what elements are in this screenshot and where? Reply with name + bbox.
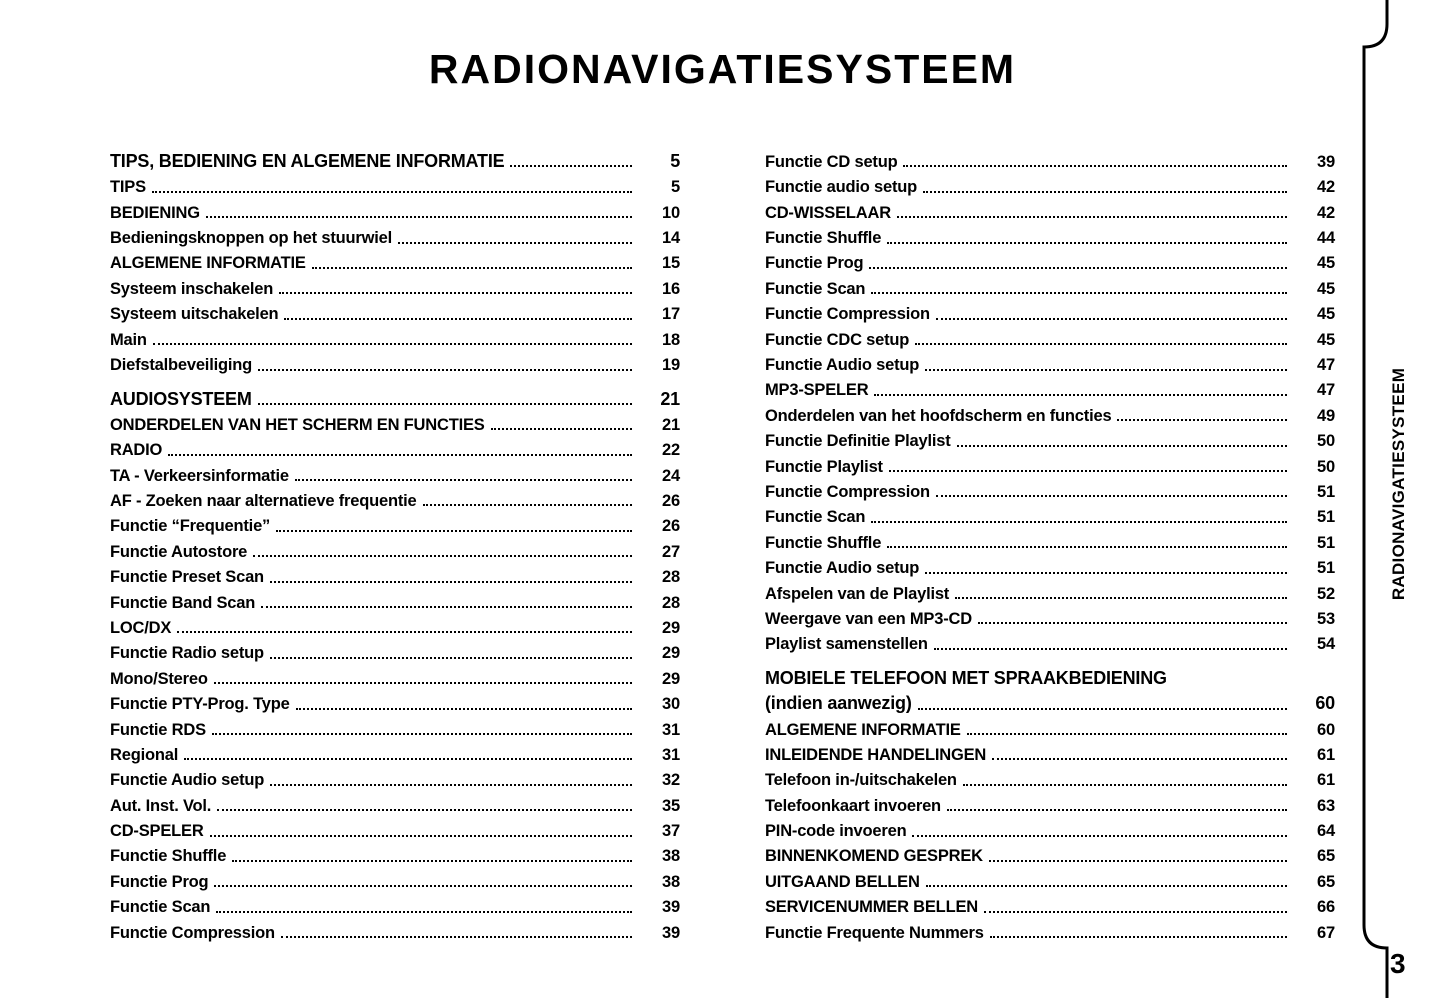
toc-row	[110, 714, 680, 739]
toc-entry-page: 29	[662, 618, 680, 637]
dotted-leader	[887, 242, 1287, 244]
dotted-leader	[284, 318, 632, 320]
toc-entry-page: 27	[662, 542, 680, 561]
toc-entry-page: 17	[662, 305, 680, 324]
toc-entry-page: 28	[662, 568, 680, 587]
dotted-leader	[918, 708, 1287, 710]
toc-entry-page: 30	[662, 695, 680, 714]
toc-entry-page: 63	[1317, 796, 1335, 815]
dotted-leader	[153, 343, 632, 345]
dotted-leader	[168, 454, 632, 456]
page-title: RADIONAVIGATIESYSTEEM	[428, 46, 1017, 92]
toc-entry-page: 39	[662, 923, 680, 942]
toc-row	[110, 841, 680, 866]
toc-row	[110, 384, 680, 409]
toc-entry-label: RADIO	[110, 441, 163, 460]
toc-entry-page: 47	[1317, 356, 1335, 375]
toc-row	[765, 476, 1335, 501]
toc-entry-label: CD-WISSELAAR	[765, 203, 891, 222]
toc-entry-label: Telefoonkaart invoeren	[765, 796, 941, 815]
toc-entry-page: 29	[662, 644, 680, 663]
toc-entry-label: TIPS, BEDIENING EN ALGEMENE INFORMATIE	[110, 151, 505, 172]
toc-entry-label: Functie CD setup	[765, 152, 898, 171]
dotted-leader	[989, 860, 1287, 862]
toc-row	[110, 764, 680, 789]
toc-entry-page: 19	[662, 356, 680, 375]
toc-row	[765, 298, 1335, 323]
toc-entry-page: 51	[1317, 533, 1335, 552]
toc-entry-page: 15	[662, 254, 680, 273]
toc-entry-page: 16	[662, 279, 680, 298]
toc-entry-label: Diefstalbeveiliging	[110, 356, 252, 375]
toc-entry-label: Functie audio setup	[765, 178, 918, 197]
toc-entry-page: 47	[1317, 381, 1335, 400]
toc-entry-page: 51	[1317, 483, 1335, 501]
dotted-leader	[978, 622, 1287, 624]
toc-row	[765, 146, 1335, 171]
toc-row	[765, 349, 1335, 374]
toc-entry-page: 45	[1317, 279, 1335, 298]
dotted-leader	[270, 581, 632, 583]
dotted-leader	[912, 835, 1287, 837]
dotted-leader	[258, 369, 632, 371]
toc-entry-label: INLEIDENDE HANDELINGEN	[765, 745, 987, 764]
dotted-leader	[423, 504, 632, 506]
toc-row	[110, 510, 680, 535]
toc-row	[110, 790, 680, 815]
toc-entry-label: AUDIOSYSTEEM	[110, 388, 252, 409]
toc-row	[765, 273, 1335, 298]
dotted-leader	[936, 318, 1287, 320]
dotted-leader	[152, 191, 632, 193]
toc-entry-page: 61	[1317, 771, 1335, 790]
dotted-leader	[261, 606, 632, 608]
toc-entry-page: 21	[660, 388, 680, 409]
toc-row	[110, 688, 680, 713]
dotted-leader	[253, 555, 632, 557]
toc-row	[765, 628, 1335, 653]
toc-row	[110, 561, 680, 586]
toc-entry-label: Functie PTY-Prog. Type	[110, 695, 290, 714]
toc-entry-label: Functie Compression	[110, 923, 275, 942]
toc-row	[765, 578, 1335, 603]
dotted-leader	[217, 809, 632, 811]
dotted-leader	[955, 597, 1287, 599]
toc-entry-page: 67	[1317, 923, 1335, 942]
dotted-leader	[312, 267, 632, 269]
dotted-leader	[915, 343, 1287, 345]
toc-entry-page: 39	[1317, 152, 1335, 171]
toc-row	[110, 146, 680, 171]
toc-row	[110, 349, 680, 374]
dotted-leader	[869, 267, 1287, 269]
toc-row	[765, 891, 1335, 916]
dotted-leader	[925, 369, 1287, 371]
dotted-leader	[210, 835, 632, 837]
toc-row	[765, 400, 1335, 425]
toc-entry-page: 42	[1317, 203, 1335, 222]
toc-entry-label: Functie Shuffle	[110, 847, 227, 866]
toc-entry-label: Systeem inschakelen	[110, 279, 274, 298]
toc-entry-page: 42	[1317, 178, 1335, 197]
toc-entry-label: MOBIELE TELEFOON MET SPRAAKBEDIENING	[765, 668, 1167, 689]
dotted-leader	[212, 733, 632, 735]
dotted-leader	[296, 708, 632, 710]
toc-row	[110, 298, 680, 323]
dotted-leader	[963, 784, 1287, 786]
toc-row	[765, 603, 1335, 628]
toc-entry-page: 10	[662, 203, 680, 222]
toc-entry-page: 64	[1317, 822, 1335, 841]
toc-entry-label: ALGEMENE INFORMATIE	[110, 254, 306, 273]
toc-entry-page: 51	[1317, 508, 1335, 527]
toc-entry-label: LOC/DX	[110, 618, 172, 637]
dotted-leader	[279, 292, 632, 294]
toc-entry-page: 24	[662, 466, 680, 485]
toc-entry-label: Afspelen van de Playlist	[765, 584, 950, 603]
toc-entry-page: 5	[670, 151, 680, 172]
toc-entry-label: Functie Prog	[765, 254, 864, 273]
toc-entry-label: Aut. Inst. Vol.	[110, 796, 212, 815]
dotted-leader	[232, 860, 632, 862]
toc-row	[765, 425, 1335, 450]
toc-entry-label: SERVICENUMMER BELLEN	[765, 898, 978, 917]
toc-entry-label: Functie Audio setup	[110, 771, 265, 790]
toc-entry-label: Functie Scan	[765, 279, 866, 298]
toc-entry-page: 26	[662, 492, 680, 510]
toc-entry-label: Regional	[110, 745, 179, 764]
toc-entry-label: TA - Verkeersinformatie	[110, 466, 289, 485]
toc-entry-page: 5	[671, 178, 680, 197]
dotted-leader	[871, 521, 1287, 523]
toc-row	[765, 739, 1335, 764]
dotted-leader	[923, 191, 1287, 193]
toc-entry-page: 38	[662, 847, 680, 866]
toc-entry-page: 14	[662, 229, 680, 248]
toc-entry-label: Main	[110, 330, 147, 349]
dotted-leader	[926, 885, 1287, 887]
dotted-leader	[270, 784, 632, 786]
table-of-contents	[110, 146, 1335, 942]
toc-entry-label: PIN-code invoeren	[765, 822, 907, 841]
chapter-tab-label: RADIONAVIGATIESYSTEEM	[1389, 367, 1408, 601]
dotted-leader	[276, 530, 632, 532]
toc-row	[765, 688, 1335, 713]
dotted-leader	[947, 809, 1287, 811]
dotted-leader	[992, 758, 1287, 760]
toc-entry-label: Functie “Frequentie”	[110, 517, 271, 536]
toc-entry-page: 65	[1317, 847, 1335, 866]
dotted-leader	[206, 216, 632, 218]
toc-row	[765, 375, 1335, 400]
toc-row	[765, 815, 1335, 840]
toc-entry-page: 29	[662, 669, 680, 688]
toc-entry-page: 39	[662, 898, 680, 917]
toc-entry-page: 50	[1317, 432, 1335, 451]
dotted-leader	[889, 470, 1287, 472]
toc-entry-label: CD-SPELER	[110, 822, 204, 841]
toc-entry-label: Functie Definitie Playlist	[765, 432, 951, 451]
toc-row	[110, 460, 680, 485]
toc-row	[110, 222, 680, 247]
toc-entry-label: AF - Zoeken naar alternatieve frequentie	[110, 492, 417, 510]
toc-entry-page: 49	[1317, 406, 1335, 425]
toc-entry-page: 31	[662, 745, 680, 764]
toc-row	[765, 451, 1335, 476]
dotted-leader	[177, 631, 632, 633]
toc-entry-label: UITGAAND BELLEN	[765, 872, 920, 891]
toc-entry-label: Systeem uitschakelen	[110, 305, 279, 324]
toc-row	[110, 917, 680, 942]
toc-entry-label: Functie Compression	[765, 305, 930, 324]
toc-row	[765, 663, 1335, 688]
toc-column-left	[110, 146, 680, 942]
toc-row	[765, 714, 1335, 739]
toc-entry-page: 26	[662, 517, 680, 536]
dotted-leader	[295, 479, 632, 481]
toc-entry-page: 45	[1317, 254, 1335, 273]
toc-entry-page: 28	[662, 593, 680, 612]
dotted-leader	[925, 572, 1287, 574]
dotted-leader	[871, 292, 1287, 294]
toc-entry-page: 45	[1317, 330, 1335, 349]
toc-row	[765, 197, 1335, 222]
dotted-leader	[990, 936, 1287, 938]
toc-row	[110, 637, 680, 662]
dotted-leader	[214, 682, 632, 684]
toc-entry-label: Functie Compression	[765, 483, 930, 501]
toc-entry-page: 37	[662, 822, 680, 841]
toc-entry-label: TIPS	[110, 178, 146, 197]
toc-entry-page: 60	[1315, 693, 1335, 714]
dotted-leader	[184, 758, 632, 760]
dotted-leader	[887, 546, 1287, 548]
dotted-leader	[1117, 419, 1287, 421]
toc-entry-label: Functie Playlist	[765, 457, 883, 476]
toc-entry-label: Functie Frequente Nummers	[765, 923, 984, 942]
toc-row	[110, 536, 680, 561]
toc-entry-label: Mono/Stereo	[110, 669, 208, 688]
toc-entry-page: 45	[1317, 305, 1335, 324]
toc-row	[765, 552, 1335, 577]
toc-entry-label: Functie Shuffle	[765, 533, 882, 552]
toc-row	[765, 790, 1335, 815]
dotted-leader	[258, 403, 632, 405]
toc-row	[765, 764, 1335, 789]
toc-entry-page: 22	[662, 441, 680, 460]
toc-entry-label: Functie Autostore	[110, 542, 248, 561]
toc-entry-page: 54	[1317, 635, 1335, 654]
toc-row	[110, 866, 680, 891]
toc-row	[765, 324, 1335, 349]
toc-entry-page: 38	[662, 872, 680, 891]
toc-row	[110, 409, 680, 434]
toc-entry-page: 35	[662, 796, 680, 815]
dotted-leader	[897, 216, 1287, 218]
toc-entry-label: Functie Shuffle	[765, 229, 882, 248]
toc-entry-page: 51	[1317, 559, 1335, 578]
toc-entry-page: 52	[1317, 584, 1335, 603]
dotted-leader	[934, 648, 1287, 650]
toc-entry-label: Onderdelen van het hoofdscherm en functies	[765, 406, 1112, 425]
toc-row	[110, 434, 680, 459]
dotted-leader	[936, 495, 1287, 497]
toc-entry-label: Functie Scan	[110, 898, 211, 917]
toc-entry-page: 53	[1317, 609, 1335, 628]
toc-row	[110, 485, 680, 510]
toc-row	[110, 197, 680, 222]
dotted-leader	[903, 165, 1287, 167]
toc-entry-label: (indien aanwezig)	[765, 693, 912, 714]
toc-row	[765, 917, 1335, 942]
toc-row	[110, 587, 680, 612]
toc-entry-label: Functie CDC setup	[765, 330, 910, 349]
toc-entry-page: 32	[662, 771, 680, 790]
toc-entry-label: Functie Audio setup	[765, 559, 920, 578]
toc-row	[765, 841, 1335, 866]
toc-entry-label: Functie Band Scan	[110, 593, 256, 612]
toc-entry-label: Functie Radio setup	[110, 644, 264, 663]
toc-row	[110, 739, 680, 764]
dotted-leader	[281, 936, 632, 938]
dotted-leader	[984, 911, 1287, 913]
toc-entry-label: Functie RDS	[110, 720, 206, 739]
toc-entry-label: Functie Preset Scan	[110, 568, 264, 587]
toc-entry-label: ALGEMENE INFORMATIE	[765, 720, 961, 739]
dotted-leader	[398, 242, 632, 244]
dotted-leader	[216, 911, 632, 913]
toc-entry-page: 44	[1317, 229, 1335, 248]
toc-entry-page: 60	[1317, 720, 1335, 739]
toc-entry-page: 21	[662, 415, 680, 434]
toc-row	[110, 324, 680, 349]
toc-row	[110, 891, 680, 916]
dotted-leader	[510, 165, 632, 167]
toc-entry-label: Playlist samenstellen	[765, 635, 928, 654]
toc-entry-label: Functie Prog	[110, 872, 209, 891]
toc-entry-page: 61	[1317, 745, 1335, 764]
page-number: 3	[1390, 948, 1406, 979]
dotted-leader	[491, 428, 632, 430]
toc-entry-page: 66	[1317, 898, 1335, 917]
toc-entry-page: 31	[662, 720, 680, 739]
dotted-leader	[874, 394, 1287, 396]
toc-row	[110, 663, 680, 688]
toc-entry-label: ONDERDELEN VAN HET SCHERM EN FUNCTIES	[110, 415, 485, 434]
dotted-leader	[270, 657, 632, 659]
toc-row	[110, 171, 680, 196]
toc-row	[765, 171, 1335, 196]
toc-entry-page: 18	[662, 330, 680, 349]
toc-row	[765, 248, 1335, 273]
toc-column-right	[765, 146, 1335, 942]
toc-entry-label: BINNENKOMEND GESPREK	[765, 847, 983, 866]
toc-row	[110, 612, 680, 637]
toc-entry-label: MP3-SPELER	[765, 381, 869, 400]
dotted-leader	[957, 445, 1287, 447]
toc-entry-page: 65	[1317, 872, 1335, 891]
toc-entry-label: Weergave van een MP3-CD	[765, 609, 972, 628]
dotted-leader	[967, 733, 1287, 735]
toc-row	[110, 815, 680, 840]
toc-row	[765, 866, 1335, 891]
toc-row	[110, 273, 680, 298]
toc-entry-label: Telefoon in-/uitschakelen	[765, 771, 957, 790]
toc-row	[765, 527, 1335, 552]
toc-entry-label: Functie Scan	[765, 508, 866, 527]
toc-entry-label: Bedieningsknoppen op het stuurwiel	[110, 229, 392, 248]
toc-row	[110, 248, 680, 273]
toc-row	[765, 501, 1335, 526]
dotted-leader	[214, 885, 632, 887]
toc-entry-page: 50	[1317, 457, 1335, 476]
toc-row	[765, 222, 1335, 247]
toc-entry-label: Functie Audio setup	[765, 356, 920, 375]
toc-entry-label: BEDIENING	[110, 203, 200, 222]
